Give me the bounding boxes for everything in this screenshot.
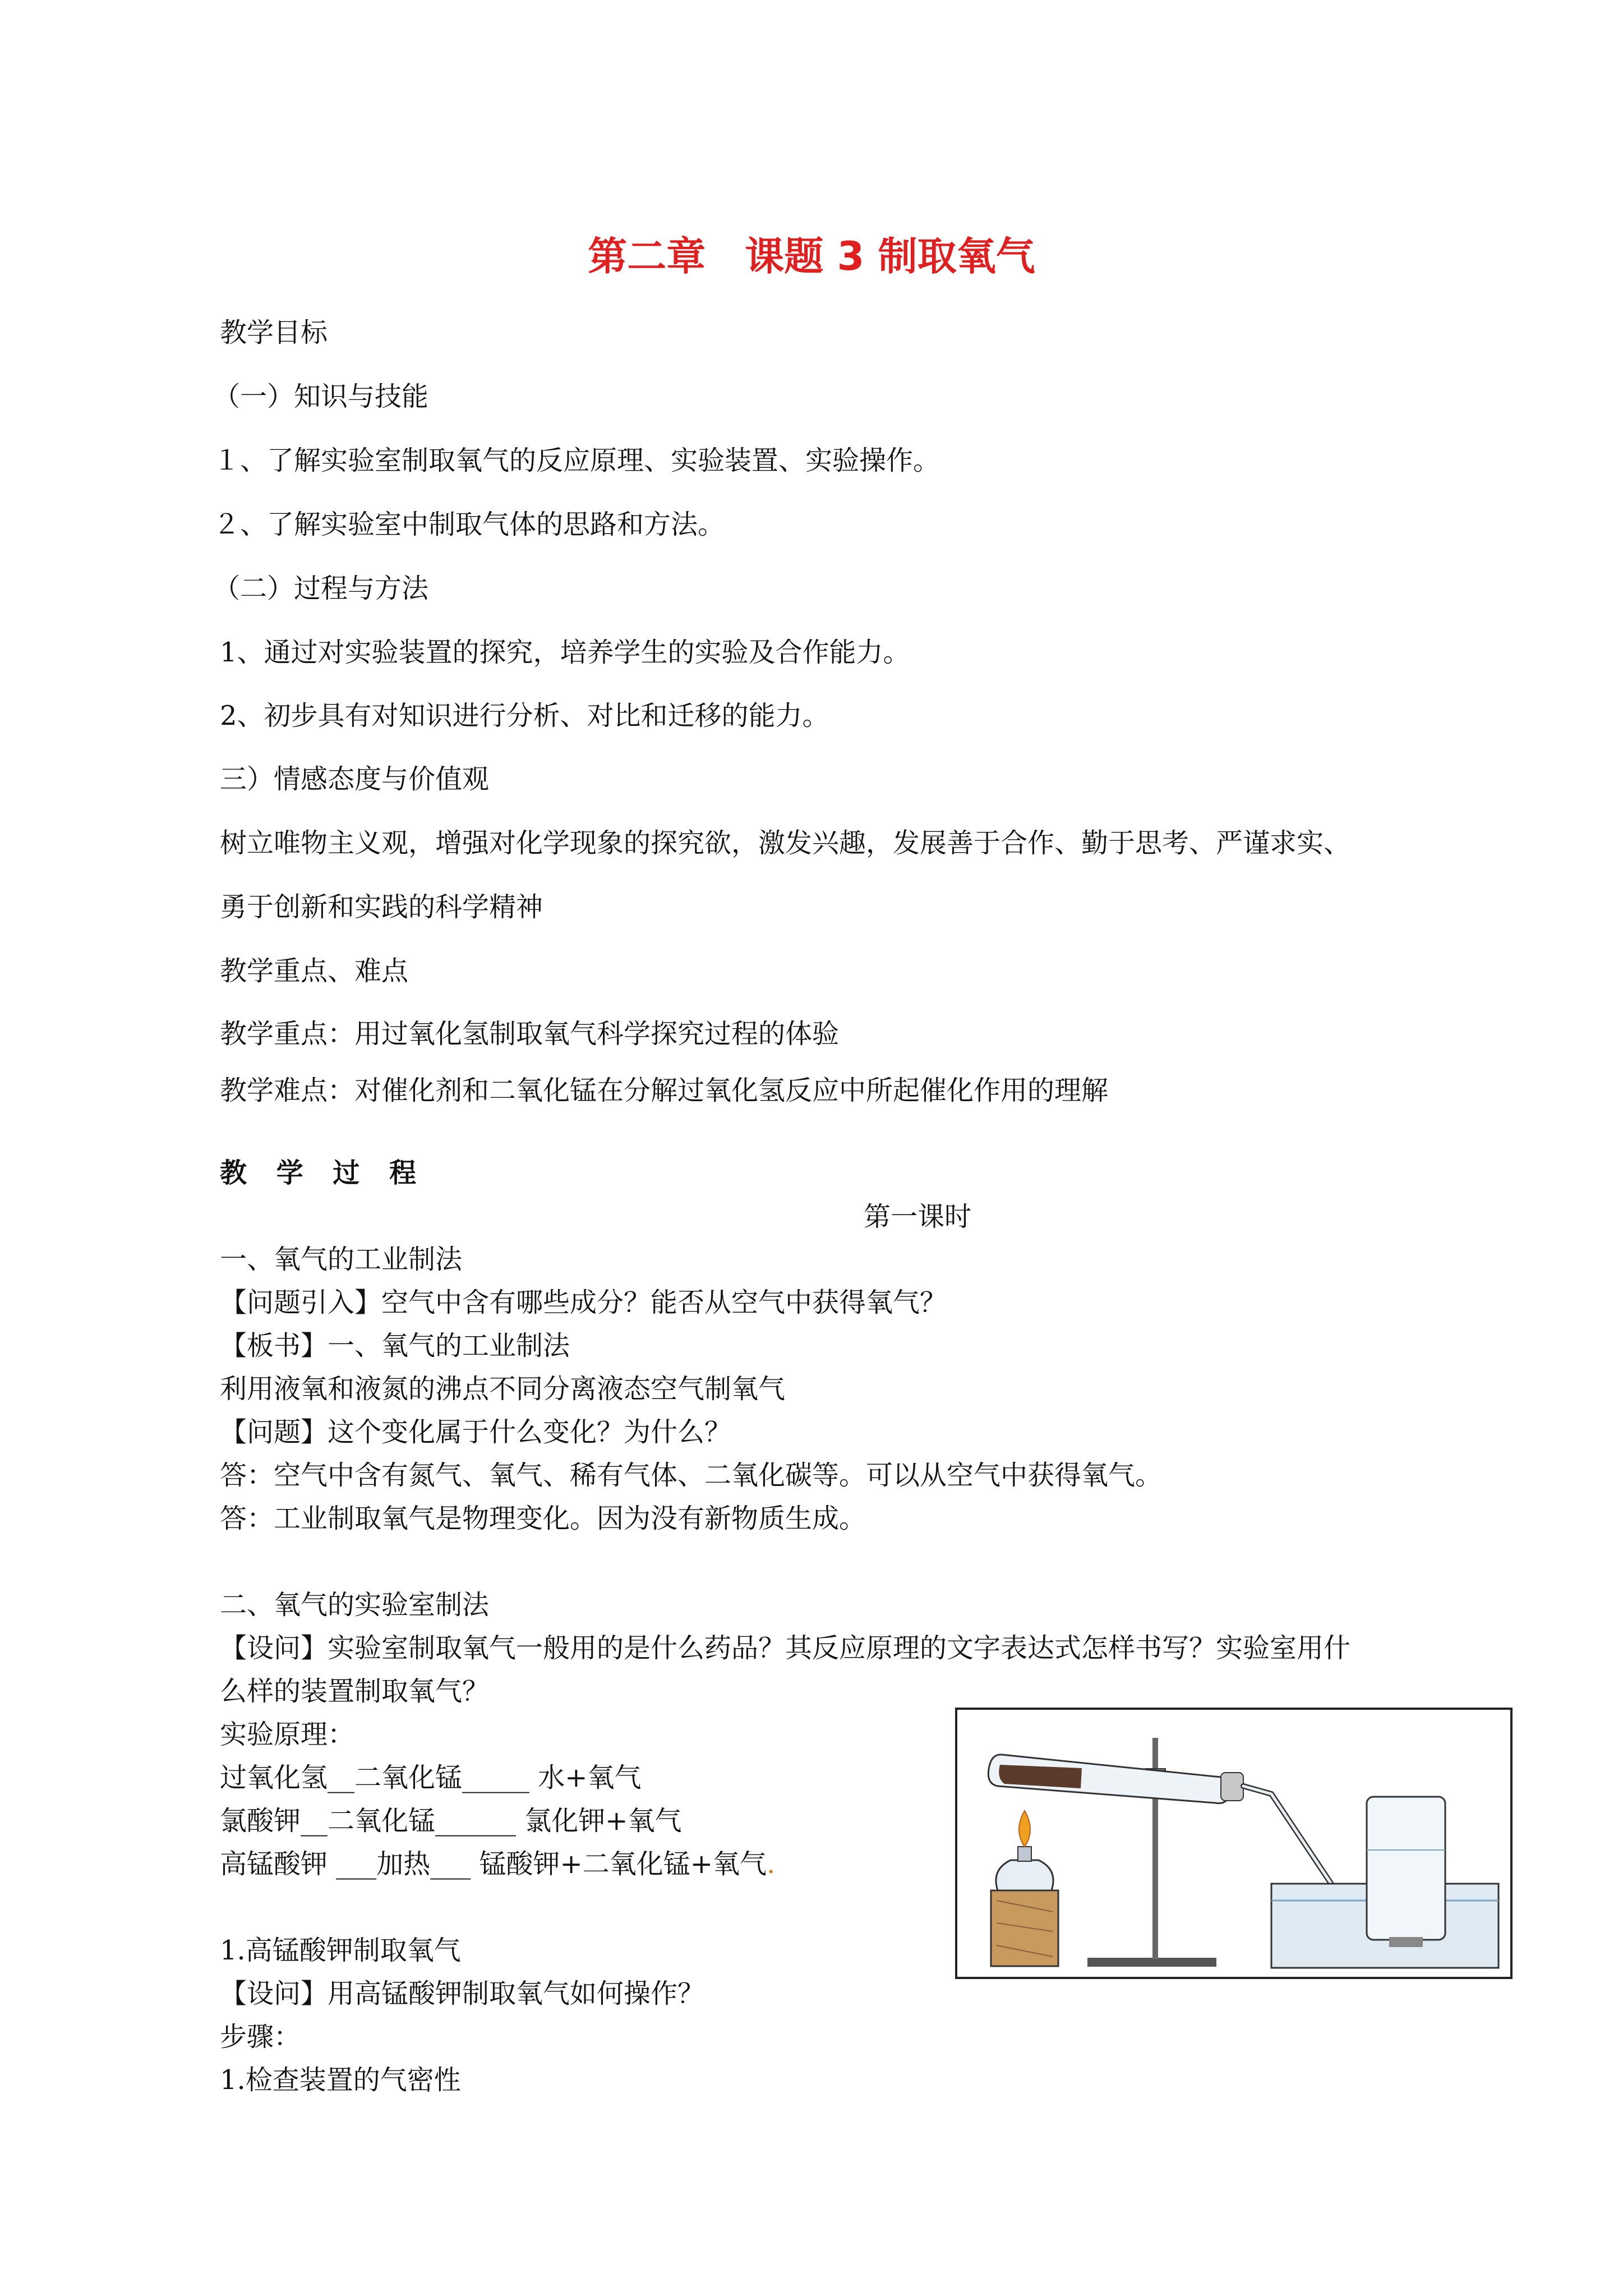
stand-base bbox=[1087, 1958, 1216, 1967]
process-method-heading: （二）过程与方法 bbox=[213, 573, 429, 604]
reaction-kmno4-text: 高锰酸钾 ___加热___ 锰酸钾+二氧化锰+氧气 bbox=[220, 1848, 767, 1880]
step-1: 1.检查装置的气密性 bbox=[220, 2064, 461, 2096]
section2-title: 二、氧气的实验室制法 bbox=[220, 1589, 490, 1621]
section2-question-line1: 【设问】实验室制取氧气一般用的是什么药品？其反应原理的文字表达式怎样书写？实验室用什 bbox=[220, 1632, 1351, 1664]
section1-text: 利用液氧和液氮的沸点不同分离液态空气制氧气 bbox=[220, 1373, 786, 1405]
gas-collecting-bottle bbox=[1367, 1797, 1445, 1940]
attitude-heading: 三）情感态度与价值观 bbox=[220, 763, 490, 795]
principle-label: 实验原理： bbox=[220, 1719, 355, 1750]
process-item-2: 2、初步具有对知识进行分析、对比和迁移的能力。 bbox=[220, 700, 829, 731]
process-item-1: 1、通过对实验装置的探究，培养学生的实验及合作能力。 bbox=[220, 637, 910, 668]
keypoint-difficulty: 教学难点：对催化剂和二氧化锰在分解过氧化氢反应中所起催化作用的理解 bbox=[220, 1075, 1109, 1106]
rubber-stopper bbox=[1221, 1773, 1243, 1801]
attitude-text-2: 勇于创新和实践的科学精神 bbox=[220, 891, 543, 923]
reaction-kmno4-dot: . bbox=[766, 1848, 776, 1880]
knowledge-item-1: １、了解实验室制取氧气的反应原理、实验装置、实验操作。 bbox=[213, 445, 940, 476]
kmno4-section-title: 1.高锰酸钾制取氧气 bbox=[220, 1935, 461, 1966]
apparatus-figure bbox=[955, 1708, 1513, 1979]
section1-title: 一、氧气的工业制法 bbox=[220, 1244, 463, 1275]
flame bbox=[1019, 1811, 1030, 1847]
section2-question-line2: 么样的装置制取氧气？ bbox=[220, 1676, 490, 1707]
section1-answer1: 答：空气中含有氮气、氧气、稀有气体、二氧化碳等。可以从空气中获得氧气。 bbox=[220, 1460, 1163, 1491]
section1-question: 【问题引入】空气中含有哪些成分？能否从空气中获得氧气？ bbox=[220, 1287, 947, 1318]
attitude-text-1: 树立唯物主义观，增强对化学现象的探究欲，激发兴趣，发展善于合作、勤于思考、严谨求实、 bbox=[220, 827, 1351, 859]
reaction-h2o2: 过氧化氢__二氧化锰_____ 水+氧气 bbox=[220, 1762, 642, 1793]
page-title: 第二章 课题 3 制取氧气 bbox=[588, 233, 1035, 279]
section1-board: 【板书】一、氧气的工业制法 bbox=[220, 1330, 570, 1361]
keypoints-heading: 教学重点、难点 bbox=[220, 955, 409, 987]
knowledge-heading: （一）知识与技能 bbox=[213, 381, 429, 412]
reaction-kmno4 bbox=[220, 1847, 775, 1881]
section1-answer2: 答：工业制取氧气是物理变化。因为没有新物质生成。 bbox=[220, 1503, 866, 1534]
section1-question2: 【问题】这个变化属于什么变化？为什么？ bbox=[220, 1416, 732, 1448]
lesson-label: 第一课时 bbox=[864, 1201, 972, 1232]
process-heading: 教 学 过 程 bbox=[220, 1157, 427, 1189]
alcohol-lamp bbox=[996, 1860, 1053, 1890]
objectives-heading: 教学目标 bbox=[220, 317, 328, 348]
steps-label: 步骤： bbox=[220, 2021, 301, 2053]
knowledge-item-2: ２、了解实验室中制取气体的思路和方法。 bbox=[213, 509, 725, 540]
kmno4-question: 【设问】用高锰酸钾制取氧气如何操作？ bbox=[220, 1978, 705, 2009]
reaction-kclo3: 氯酸钾__二氧化锰______ 氯化钾+氧气 bbox=[220, 1805, 682, 1837]
oxygen-apparatus-diagram bbox=[957, 1710, 1510, 1977]
keypoint-focus: 教学重点：用过氧化氢制取氧气科学探究过程的体验 bbox=[220, 1018, 840, 1050]
